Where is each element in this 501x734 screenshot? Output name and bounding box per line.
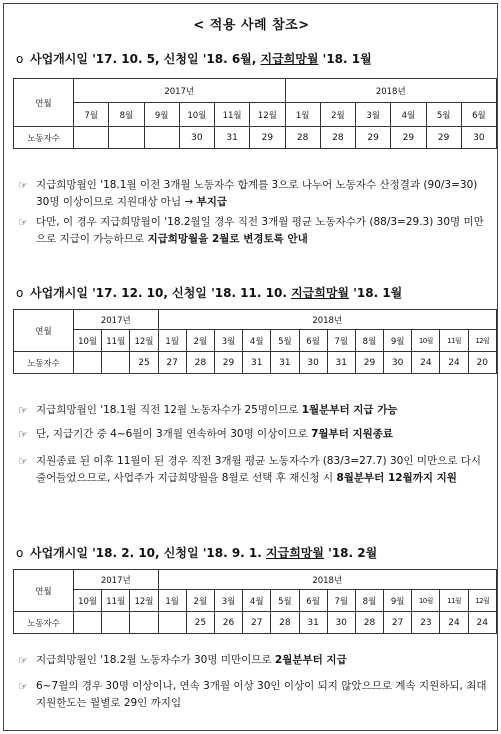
worker-count-cell: 31 xyxy=(215,127,250,149)
worker-count-cell: 30 xyxy=(299,352,327,374)
note-item xyxy=(18,214,488,248)
month-cell: 3월 xyxy=(214,330,242,352)
worker-count-cell: 31 xyxy=(271,352,299,374)
month-cell: 4월 xyxy=(391,103,426,127)
month-cell: 11월 xyxy=(440,330,468,352)
month-cell: 2월 xyxy=(186,330,214,352)
month-cell: 10월 xyxy=(412,590,440,612)
worker-count-cell xyxy=(109,127,144,149)
year-row xyxy=(14,310,497,330)
note-text-part: 지급희망월인 '18.2월 노동자수가 30명 미만이므로 xyxy=(36,654,275,666)
month-cell: 1월 xyxy=(285,103,320,127)
note-text xyxy=(18,402,488,419)
month-cell: 12월 xyxy=(130,590,158,612)
worker-count-cell: 29 xyxy=(356,127,391,149)
case-2-table xyxy=(13,309,497,374)
circle-bullet-icon: o xyxy=(16,286,24,300)
month-cell: 3월 xyxy=(356,103,391,127)
year-cell: 2018년 xyxy=(158,570,496,590)
circle-bullet-icon: o xyxy=(16,52,24,66)
case-3-heading: o 사업개시일 '18. 2. 10, 신청일 '18. 9. 1. 지급희망월 '18. 2월 xyxy=(16,546,378,560)
worker-count-cell: 28 xyxy=(186,352,214,374)
worker-count-cell: 30 xyxy=(327,612,355,634)
month-row xyxy=(14,330,497,352)
month-cell: 6월 xyxy=(461,103,496,127)
year-row xyxy=(14,570,497,590)
worker-count-cell: 29 xyxy=(355,352,383,374)
worker-count-cell: 30 xyxy=(384,352,412,374)
month-cell: 3월 xyxy=(214,590,242,612)
pointing-hand-icon: ☞ xyxy=(18,404,28,417)
pointing-hand-icon: ☞ xyxy=(18,428,28,441)
month-cell: 7월 xyxy=(74,103,109,127)
row-label-cell: 노동자수 xyxy=(14,127,74,149)
note-text-part: 단, 지급기간 중 4~6월이 3개월 연속하여 30명 이상이므로 xyxy=(36,428,312,440)
worker-count-cell: 26 xyxy=(214,612,242,634)
note-item xyxy=(18,177,488,211)
worker-count-cell: 28 xyxy=(271,612,299,634)
year-row xyxy=(14,79,497,103)
worker-count-cell xyxy=(102,612,130,634)
year-cell: 2017년 xyxy=(74,310,159,330)
worker-count-cell: 31 xyxy=(327,352,355,374)
worker-count-cell: 27 xyxy=(243,612,271,634)
note-emphasis: 2월분부터 지급 xyxy=(274,654,347,666)
worker-count-cell: 25 xyxy=(186,612,214,634)
row-header-cell: 연월 xyxy=(14,79,74,127)
month-cell: 7월 xyxy=(327,590,355,612)
worker-count-cell: 24 xyxy=(440,612,468,634)
year-cell: 2018년 xyxy=(285,79,497,103)
pointing-hand-icon: ☞ xyxy=(18,216,28,229)
worker-count-cell: 28 xyxy=(355,612,383,634)
worker-count-cell: 23 xyxy=(412,612,440,634)
note-text-part: 지급희망월인 '18.1월 이전 3개월 노동자수 합계를 3으로 나누어 노동자수 산정결과 (90/3=30) 30명 이상이므로 지원대상 아님 → xyxy=(36,179,478,208)
month-cell: 8월 xyxy=(355,590,383,612)
row-header-cell: 연월 xyxy=(14,570,74,612)
month-row xyxy=(14,103,497,127)
worker-count-cell xyxy=(158,612,186,634)
case-1-table xyxy=(13,78,497,149)
month-cell: 11월 xyxy=(215,103,250,127)
month-cell: 11월 xyxy=(102,330,130,352)
worker-count-cell xyxy=(74,352,102,374)
worker-count-row xyxy=(14,612,497,634)
month-cell: 4월 xyxy=(243,590,271,612)
month-cell: 12월 xyxy=(468,590,496,612)
pointing-hand-icon: ☞ xyxy=(18,680,28,693)
month-cell: 2월 xyxy=(186,590,214,612)
note-emphasis: 지급희망월을 2월로 변경토록 안내 xyxy=(147,233,308,245)
pointing-hand-icon: ☞ xyxy=(18,179,28,192)
pointing-hand-icon: ☞ xyxy=(18,654,28,667)
month-cell: 6월 xyxy=(299,330,327,352)
note-emphasis: 7월부터 지원종료 xyxy=(311,428,394,440)
month-cell: 12월 xyxy=(130,330,158,352)
year-cell: 2018년 xyxy=(158,310,496,330)
month-cell: 10월 xyxy=(74,590,102,612)
note-item xyxy=(18,678,488,712)
worker-count-cell: 30 xyxy=(179,127,214,149)
worker-count-cell: 28 xyxy=(285,127,320,149)
note-item xyxy=(18,426,488,443)
worker-count-row xyxy=(14,352,497,374)
note-item xyxy=(18,652,488,669)
row-header-cell: 연월 xyxy=(14,310,74,352)
document-frame xyxy=(3,3,498,731)
worker-count-cell: 31 xyxy=(243,352,271,374)
month-cell: 9월 xyxy=(144,103,179,127)
case-3-table xyxy=(13,569,497,634)
worker-count-cell: 27 xyxy=(158,352,186,374)
note-item xyxy=(18,402,488,419)
note-item xyxy=(18,453,488,487)
worker-count-cell: 27 xyxy=(384,612,412,634)
circle-bullet-icon: o xyxy=(16,546,24,560)
worker-count-cell: 24 xyxy=(468,612,496,634)
month-cell: 5월 xyxy=(426,103,461,127)
case-2-heading: o 사업개시일 '17. 12. 10, 신청일 '18. 11. 10. 지급희망월 '18. 1월 xyxy=(16,286,403,300)
month-cell: 6월 xyxy=(299,590,327,612)
month-cell: 10월 xyxy=(412,330,440,352)
worker-count-cell: 29 xyxy=(250,127,285,149)
note-emphasis: 8월분부터 12월까지 지원 xyxy=(336,472,457,484)
month-cell: 11월 xyxy=(102,590,130,612)
month-cell: 12월 xyxy=(250,103,285,127)
worker-count-row xyxy=(14,127,497,149)
month-cell: 9월 xyxy=(384,330,412,352)
month-cell: 1월 xyxy=(158,330,186,352)
note-text-part: 6~7월의 경우 30명 이상이나, 연속 3개월 이상 30인 이상이 되지 않았으므로 계속 지원하되, 최대 지원한도는 월별로 29인 까지임 xyxy=(36,680,487,709)
month-cell: 10월 xyxy=(74,330,102,352)
worker-count-cell: 29 xyxy=(391,127,426,149)
month-cell: 5월 xyxy=(271,330,299,352)
worker-count-cell xyxy=(74,612,102,634)
worker-count-cell xyxy=(144,127,179,149)
note-emphasis: 1월분부터 지급 가능 xyxy=(301,404,398,416)
worker-count-cell: 30 xyxy=(461,127,496,149)
worker-count-cell: 24 xyxy=(412,352,440,374)
note-text-part: 다만, 이 경우 지급희망월이 '18.2월일 경우 직전 3개월 평균 노동자수가 (88/3=29.3) 30명 미만으로 지급이 가능하므로 xyxy=(36,216,484,245)
note-text xyxy=(18,678,488,712)
worker-count-cell: 24 xyxy=(440,352,468,374)
worker-count-cell: 29 xyxy=(214,352,242,374)
note-text-part: 지원종료 된 이후 11월이 된 경우 직전 3개월 평균 노동자수가 (83/3=27.7) 30인 미만으로 다시 줄어들었으므로, 사업주가 지급희망월을 8월로 선택 후 재신청 시 xyxy=(36,455,482,484)
case-1-heading: o 사업개시일 '17. 10. 5, 신청일 '18. 6월, 지급희망월 '18. 1월 xyxy=(16,52,372,66)
note-text-part: 지급희망월인 '18.1월 직전 12월 노동자수가 25명이므로 xyxy=(36,404,302,416)
row-label-cell: 노동자수 xyxy=(14,612,74,634)
month-cell: 8월 xyxy=(355,330,383,352)
page-title: < 적용 사례 참조> xyxy=(193,18,310,33)
note-text xyxy=(18,426,488,443)
note-text xyxy=(18,652,488,669)
worker-count-cell xyxy=(102,352,130,374)
month-cell: 12월 xyxy=(468,330,496,352)
month-cell: 1월 xyxy=(158,590,186,612)
row-label-cell: 노동자수 xyxy=(14,352,74,374)
month-cell: 9월 xyxy=(384,590,412,612)
note-emphasis: 부지급 xyxy=(196,196,227,208)
month-row xyxy=(14,590,497,612)
pointing-hand-icon: ☞ xyxy=(18,455,28,468)
note-text xyxy=(18,177,488,211)
worker-count-cell xyxy=(130,612,158,634)
year-cell: 2017년 xyxy=(74,570,159,590)
month-cell: 11월 xyxy=(440,590,468,612)
worker-count-cell: 31 xyxy=(299,612,327,634)
worker-count-cell: 28 xyxy=(320,127,355,149)
note-text xyxy=(18,453,488,487)
worker-count-cell: 29 xyxy=(426,127,461,149)
month-cell: 2월 xyxy=(320,103,355,127)
worker-count-cell: 25 xyxy=(130,352,158,374)
worker-count-cell: 20 xyxy=(468,352,496,374)
month-cell: 5월 xyxy=(271,590,299,612)
month-cell: 7월 xyxy=(327,330,355,352)
year-cell: 2017년 xyxy=(74,79,286,103)
note-text xyxy=(18,214,488,248)
worker-count-cell xyxy=(74,127,109,149)
month-cell: 8월 xyxy=(109,103,144,127)
month-cell: 10월 xyxy=(179,103,214,127)
month-cell: 4월 xyxy=(243,330,271,352)
